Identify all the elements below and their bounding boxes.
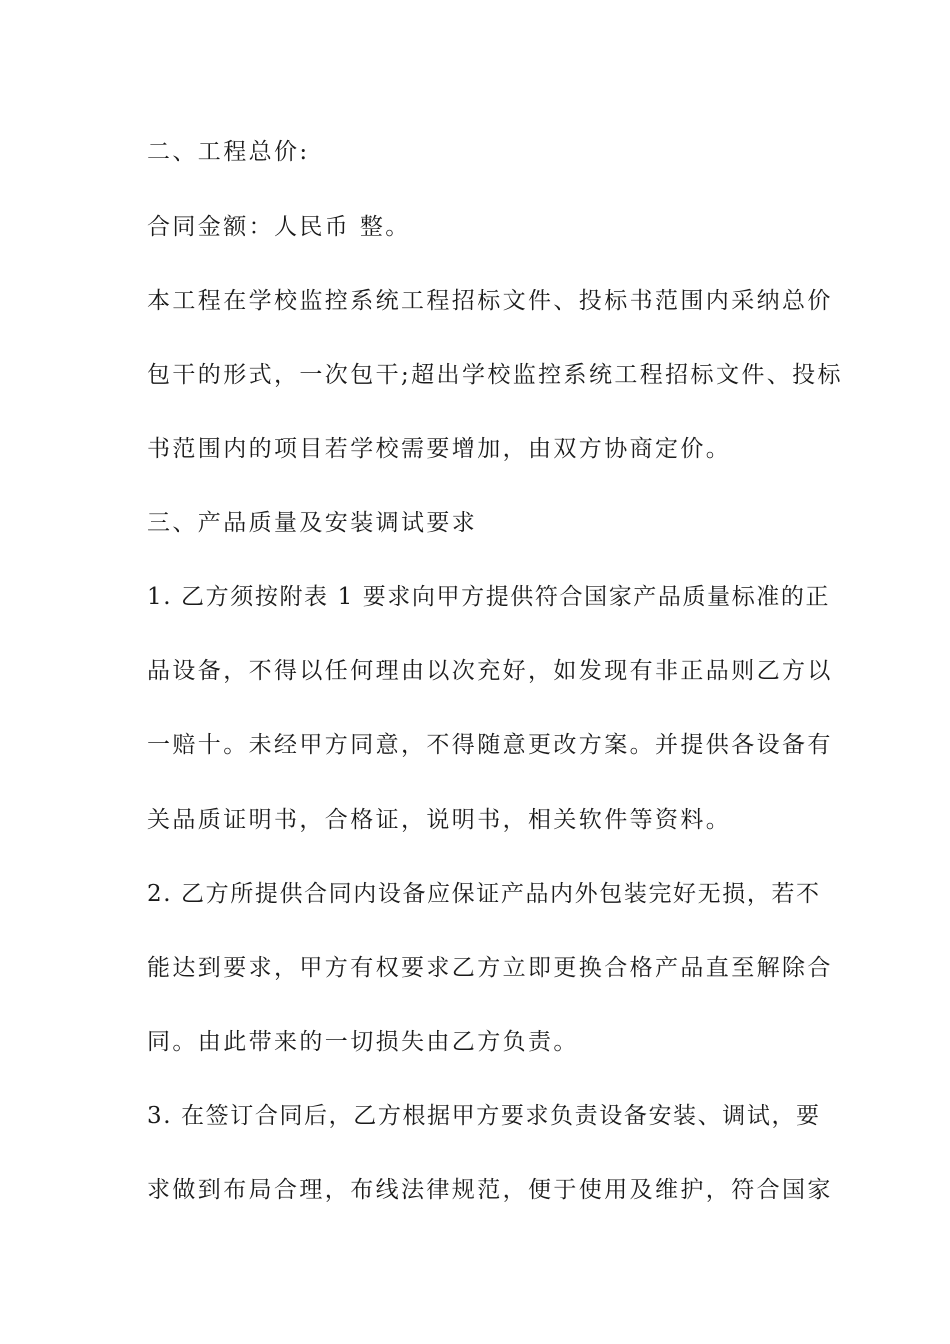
section-2-heading: 二、工程总价: — [147, 139, 310, 165]
item-1-line-2: 品设备，不得以任何理由以次充好，如发现有非正品则乙方以 — [147, 658, 833, 684]
item-2-line-3: 同。由此带来的一切损失由乙方负责。 — [147, 1029, 579, 1055]
item-2-line-2: 能达到要求，甲方有权要求乙方立即更换合格产品直至解除合 — [147, 955, 833, 981]
item-1-line-1: 1. 乙方须按附表 1 要求向甲方提供符合国家产品质量标准的正 — [147, 584, 831, 610]
item-1-line-3: 一赔十。未经甲方同意，不得随意更改方案。并提供各设备有 — [147, 732, 833, 758]
item-3-line-2: 求做到布局合理，布线法律规范，便于使用及维护，符合国家 — [147, 1177, 833, 1203]
section-3-heading: 三、产品质量及安装调试要求 — [147, 510, 478, 536]
contract-amount-line: 合同金额：人民币 整。 — [147, 214, 411, 240]
item-2-line-1: 2. 乙方所提供合同内设备应保证产品内外包装完好无损，若不 — [147, 881, 821, 907]
section-2-body-line-2: 包干的形式，一次包干;超出学校监控系统工程招标文件、投标 — [147, 362, 843, 388]
section-2-body-line-3: 书范围内的项目若学校需要增加，由双方协商定价。 — [147, 436, 732, 462]
item-3-line-1: 3. 在签订合同后，乙方根据甲方要求负责设备安装、调试，要 — [147, 1103, 821, 1129]
section-2-body-line-1: 本工程在学校监控系统工程招标文件、投标书范围内采纳总价 — [147, 288, 833, 314]
item-1-line-4: 关品质证明书，合格证，说明书，相关软件等资料。 — [147, 807, 732, 833]
